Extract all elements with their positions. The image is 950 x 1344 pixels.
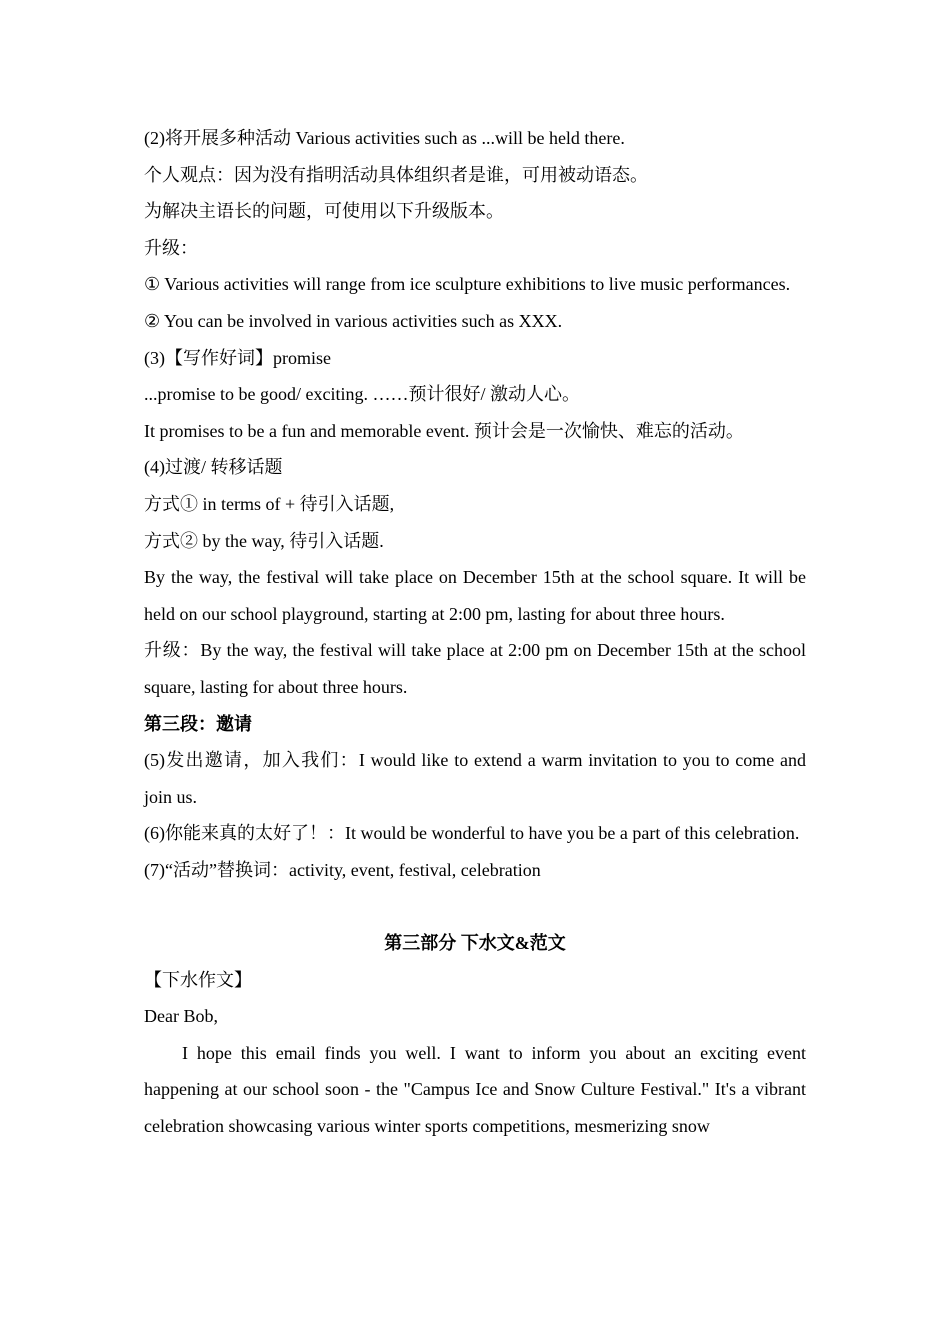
note-line-3: (3)【写作好词】promise (144, 347, 331, 368)
note-line-4: (4)过渡/ 转移话题 (144, 457, 283, 478)
letter-greeting: Dear Bob, (144, 1006, 218, 1027)
note-line-6: (6)你能来真的太好了！：It would be wonderful to have you be a part of this celebration. (144, 823, 800, 844)
paragraph-three-heading: 第三段：邀请 (144, 713, 252, 734)
note-line-7: (7)“活动”替换词：activity, event, festival, celebration (144, 859, 541, 880)
note-upgrade-hint: 为解决主语长的问题，可使用以下升级版本。 (144, 201, 504, 222)
blank-line (144, 888, 806, 925)
note-opinion: 个人观点：因为没有指明活动具体组织者是谁，可用被动语态。 (144, 164, 648, 185)
transition-example: By the way, the festival will take place on December 15th at the school square. It will be held on our school playground, starting at 2:00 pm, lasting for about three hours. (144, 567, 806, 624)
essay-subtitle: 【下水作文】 (144, 969, 252, 990)
promise-example: It promises to be a fun and memorable event. 预计会是一次愉快、难忘的活动。 (144, 420, 744, 441)
transition-method-2: 方式② by the way, 待引入话题. (144, 530, 384, 551)
transition-upgrade: 升级：By the way, the festival will take place at 2:00 pm on December 15th at the school square, lasting for about three hours. (144, 640, 806, 697)
note-line-2: (2)将开展多种活动 Various activities such as ...will be held there. (144, 128, 625, 148)
upgrade-sentence-1: ① Various activities will range from ice sculpture exhibitions to live music performances. (144, 274, 791, 295)
transition-method-1: 方式① in terms of + 待引入话题, (144, 493, 395, 514)
note-line-5: (5)发出邀请，加入我们：I would like to extend a warm invitation to you to come and join us. (144, 750, 806, 807)
section-title: 第三部分 下水文&范文 (384, 933, 566, 954)
promise-usage: ...promise to be good/ exciting. ……预计很好/ 激动人心。 (144, 384, 580, 405)
upgrade-label: 升级： (144, 237, 198, 258)
upgrade-sentence-2: ② You can be involved in various activities such as XXX. (144, 310, 563, 331)
document-content (144, 120, 806, 1145)
letter-body: I hope this email finds you well. I want to inform you about an exciting event happening at our school soon - the "Campus Ice and Snow Culture Festival." It's a vibrant celebration showcasing various winter sports competitions, mesmerizing snow (144, 1042, 806, 1137)
